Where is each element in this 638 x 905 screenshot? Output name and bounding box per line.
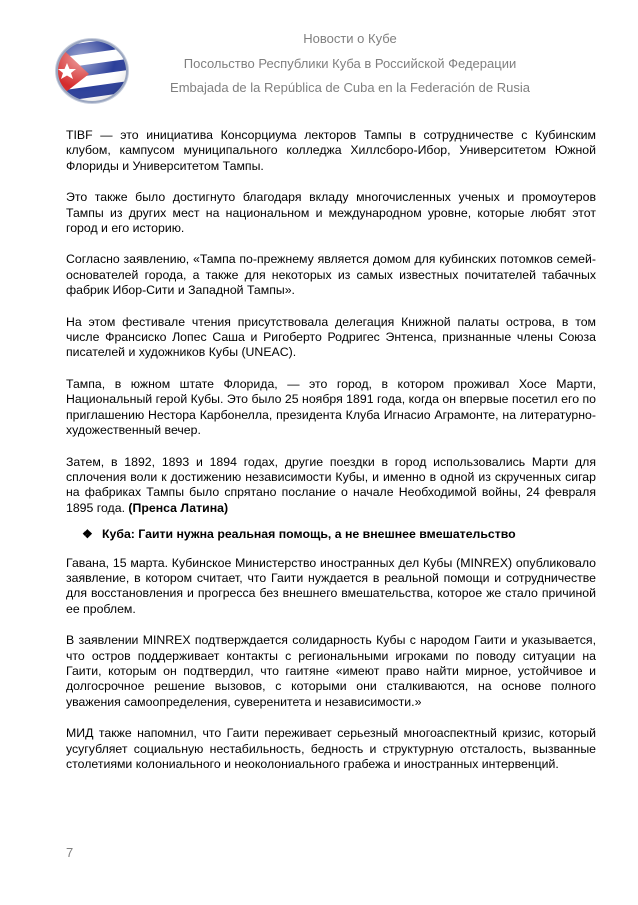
section-heading xyxy=(66,527,596,542)
header-title: Новости о Кубе xyxy=(303,31,397,46)
paragraph: В заявлении MINREX подтверждается солидарность Кубы с народом Гаити и указывается, что остров поддерживает контакты с региональными игроками по поводу ситуации на Гаити, которым он подтвердил, что гаитяне «имеют право найти мирное, устойчивое и долгосрочное решение вызовов, с которыми они сталкиваются, на основе полного уважения самоопределения, суверенитета и независимости.» xyxy=(66,633,596,709)
paragraph-text: Затем, в 1892, 1893 и 1894 годах, другие поездки в город использовались Марти для сплочения воли к достижению независимости Кубы, и именно в одной из скрученных сигар на фабриках Тампы было спрятано послание о начале Необходимой войны, 24 февраля 1895 года. xyxy=(66,454,596,515)
paragraph: Согласно заявлению, «Тампа по-прежнему является домом для кубинских потомков семей-основателей города, а также для некоторых из самых известных почитателей табачных фабрик Ибор-Сити и Западной Тампы». xyxy=(66,252,596,298)
paragraph: Тампа, в южном штате Флорида, — это город, в котором проживал Хосе Марти, Национальный герой Кубы. Это было 25 ноября 1891 года, когда он впервые посетил его по приглашению Нестора Карбонелла, президента Клуба Игнасио Аграмонте, на литературно-художественный вечер. xyxy=(66,376,596,438)
section-heading-title: Куба: Гаити нужна реальная помощь, а не внешнее вмешательство xyxy=(102,527,516,542)
header-embassy-es: Embajada de la República de Cuba en la Federación de Rusia xyxy=(170,80,530,95)
paragraph: Это также было достигнуто благодаря вкладу многочисленных ученых и промоутеров Тампы из других мест на национальном и международном уровне, которые любят этот город и его историю. xyxy=(66,190,596,236)
source-credit: (Пренса Латина) xyxy=(128,500,229,515)
diamond-bullet-icon: ❖ xyxy=(82,527,93,542)
header-embassy-ru: Посольство Республики Куба в Российской Федерации xyxy=(183,56,517,71)
article-body xyxy=(66,128,596,788)
paragraph: МИД также напомнил, что Гаити переживает серьезный многоаспектный кризис, который усугубляет социальную нестабильность, бедность и структурную отсталость, вызванные столетиями колониального и неоколониального грабежа и иностранных интервенций. xyxy=(66,726,596,771)
cuban-flag-globe-icon xyxy=(53,36,131,106)
paragraph-with-source xyxy=(66,455,596,517)
page-number: 7 xyxy=(66,845,74,860)
paragraph: На этом фестивале чтения присутствовала делегация Книжной палаты острова, в том числе Франсиско Лопес Саша и Ригоберто Родригес Энтенса, признанные члены Союза писателей и художников Кубы (UNEAC). xyxy=(66,314,596,360)
paragraph: Гавана, 15 марта. Кубинское Министерство иностранных дел Кубы (MINREX) опубликовало заявление, в котором считает, что Гаити нуждается в реальной помощи и сотрудничестве для восстановления и прогресса без внешнего вмешательства, которое же стало причиной ее проблем. xyxy=(66,555,596,616)
paragraph: TIBF — это инициатива Консорциума лекторов Тампы в сотрудничестве с Кубинским клубом, кампусом муниципального колледжа Хиллсборо-Ибор, Университетом Южной Флориды и Университетом Тампы. xyxy=(66,128,596,173)
